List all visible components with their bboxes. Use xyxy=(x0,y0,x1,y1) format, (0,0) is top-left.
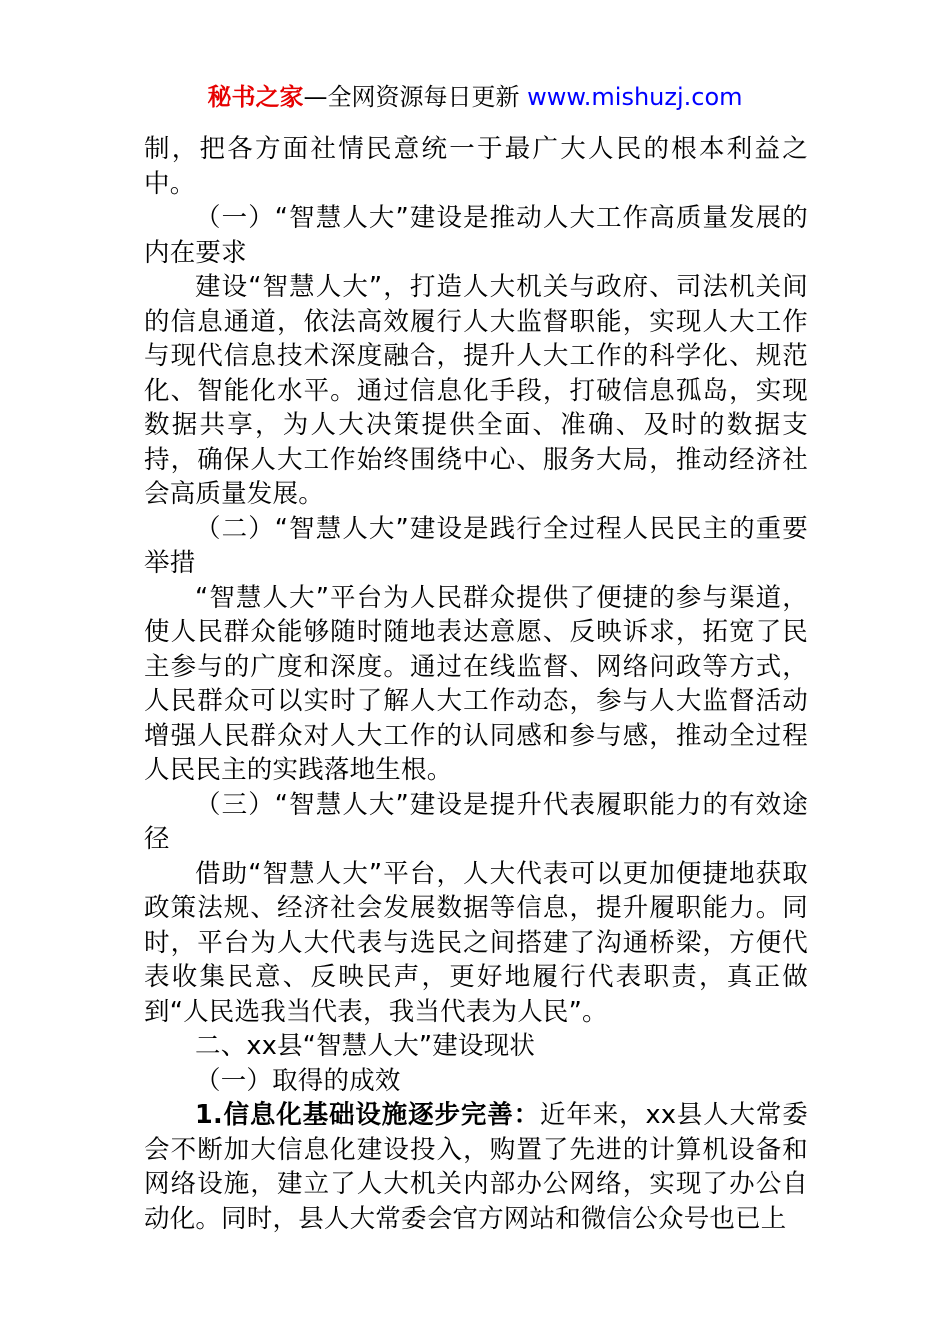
paragraph-3: 借助“智慧人大”平台，人大代表可以更加便捷地获取政策法规、经济社会发展数据等信息，提升履职能力。同时，平台为人大代表与选民之间搭建了沟通桥梁，方便代表收集民意、反映民声，更好地履行代表职责，真正做到“人民选我当代表，我当代表为人民”。 xyxy=(144,858,808,1027)
chapter-heading-2: 二、xx县“智慧人大”建设现状 xyxy=(195,1031,536,1061)
header-brand: 秘书之家 xyxy=(207,83,304,111)
subsection-heading-achievements: （一）取得的成效 xyxy=(195,1065,401,1096)
document-body xyxy=(144,132,808,1236)
section-heading-3: （三）“智慧人大”建设是提升代表履职能力的有效途径 xyxy=(144,789,808,854)
achievement-lead: 1.信息化基础设施逐步完善： xyxy=(195,1100,541,1130)
header-slogan: —全网资源每日更新 xyxy=(303,83,528,111)
paragraph-1: 建设“智慧人大”，打造人大机关与政府、司法机关间的信息通道，依法高效履行人大监督职能，实现人大工作与现代信息技术深度融合，提升人大工作的科学化、规范化、智能化水平。通过信息化手段，打破信息孤岛，实现数据共享，为人大决策提供全面、准确、及时的数据支持，确保人大工作始终围绕中心、服务大局，推动经济社会高质量发展。 xyxy=(144,272,808,509)
section-heading-2: （二）“智慧人大”建设是践行全过程人民民主的重要举措 xyxy=(144,513,808,578)
achievement-text: 近年来，xx县人大常委会不断加大信息化建设投入，购置了先进的计算机设备和网络设施，建立了人大机关内部办公网络，实现了办公自动化。同时，县人大常委会官方网站和微信公众号也已上 xyxy=(144,1100,808,1234)
header-url-link[interactable]: www.mishuzj.com xyxy=(527,83,743,111)
page-header xyxy=(0,80,950,114)
paragraph-2: “智慧人大”平台为人民群众提供了便捷的参与渠道，使人民群众能够随时随地表达意愿、反映诉求，拓宽了民主参与的广度和深度。通过在线监督、网络问政等方式，人民群众可以实时了解人大工作动态，参与人大监督活动增强人民群众对人大工作的认同感和参与感，推动全过程人民民主的实践落地生根。 xyxy=(144,582,808,785)
paragraph-continuation: 制，把各方面社情民意统一于最广大人民的根本利益之中。 xyxy=(144,134,808,199)
paragraph-achievement-1 xyxy=(144,1098,808,1236)
section-heading-1: （一）“智慧人大”建设是推动人大工作高质量发展的内在要求 xyxy=(144,203,808,268)
